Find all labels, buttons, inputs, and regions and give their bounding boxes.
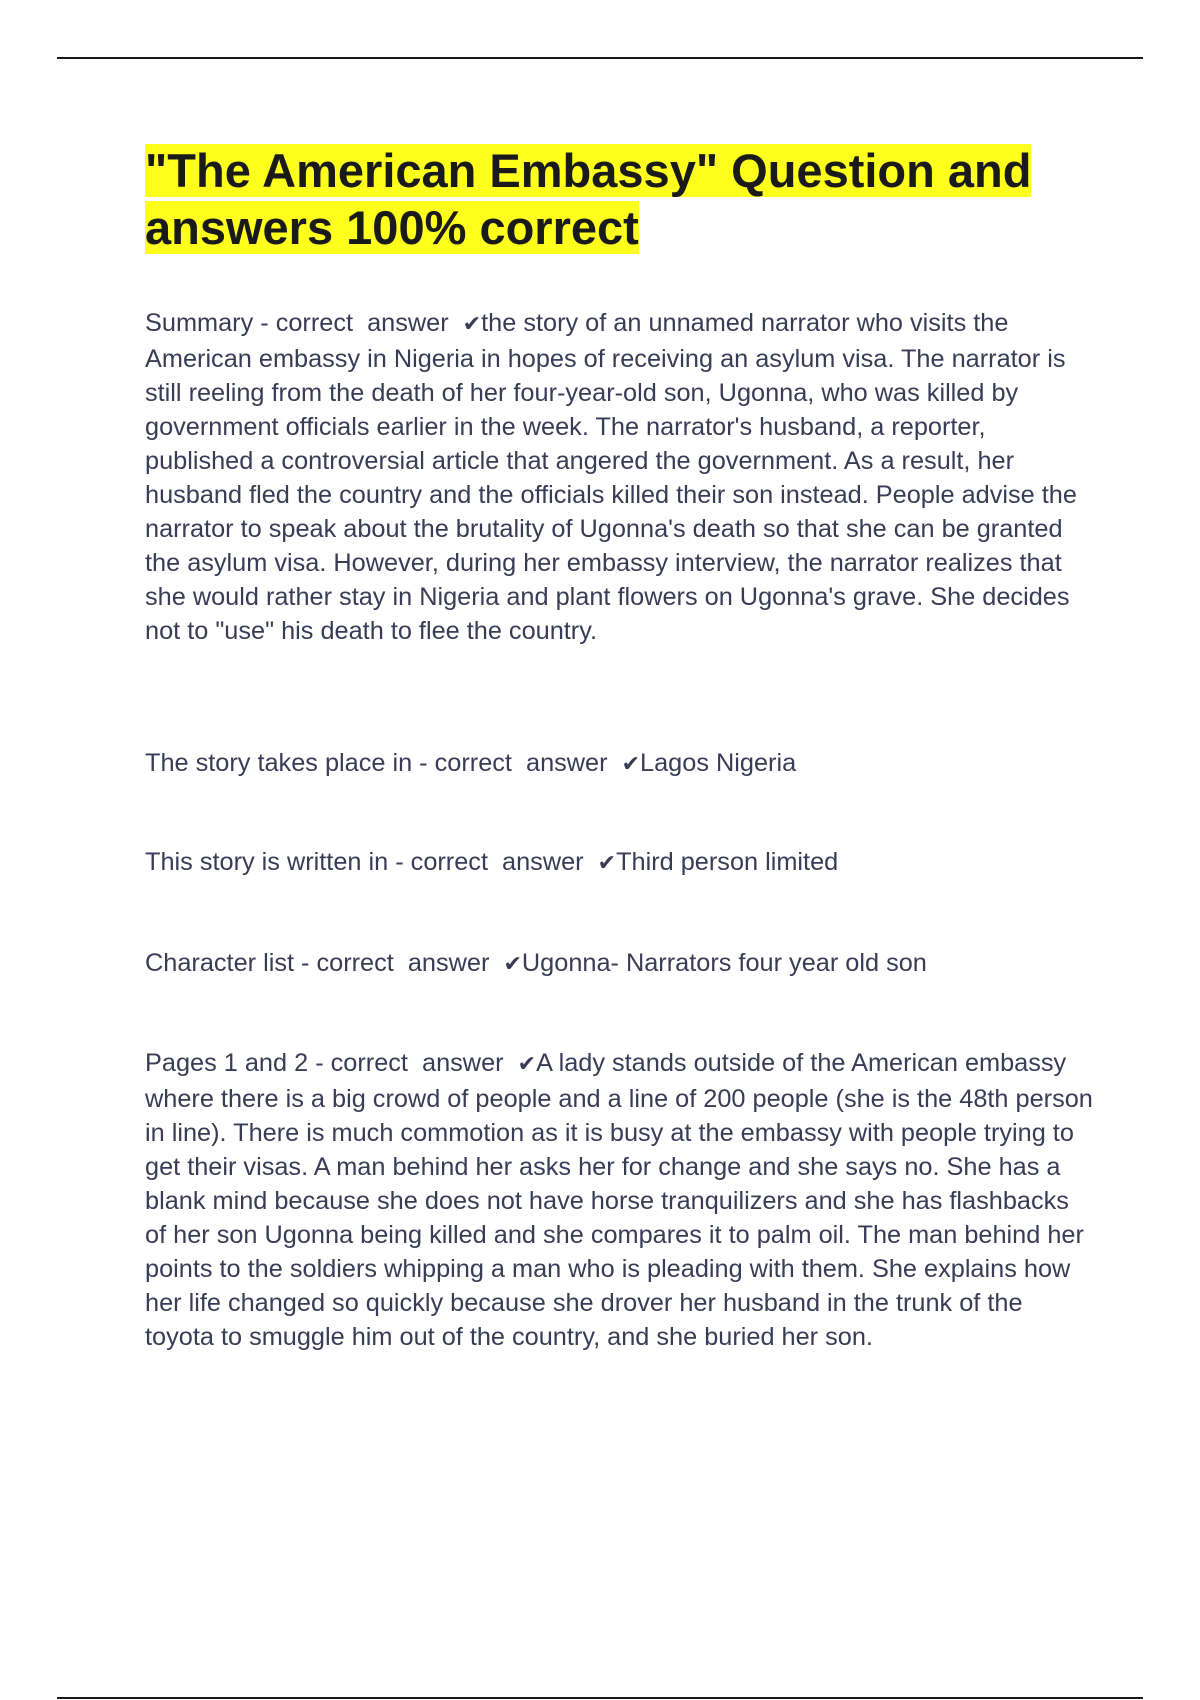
qa-item (145, 845, 1095, 881)
qa-item (145, 946, 1095, 982)
qa-question: This story is written in (145, 848, 389, 876)
qa-item (145, 746, 1095, 782)
document-title (145, 142, 1105, 256)
qa-question: The story takes place in (145, 749, 413, 777)
qa-question: Summary (145, 309, 254, 337)
check-icon: ✔ (503, 952, 522, 977)
qa-separator: - correct answer (412, 749, 622, 777)
check-icon: ✔ (462, 312, 482, 337)
qa-separator: - correct answer (308, 1049, 518, 1077)
qa-question: Pages 1 and 2 (145, 1049, 309, 1077)
qa-answer: Third person limited (616, 848, 839, 876)
qa-separator: - correct answer (388, 848, 598, 876)
bottom-divider (57, 1697, 1143, 1699)
qa-item (145, 1046, 1095, 1354)
top-divider (57, 57, 1143, 59)
qa-item (145, 306, 1095, 648)
check-icon: ✔ (597, 851, 617, 876)
qa-separator: - correct answer (253, 309, 463, 337)
check-icon: ✔ (517, 1052, 537, 1077)
qa-separator: - correct answer (294, 949, 504, 977)
qa-question: Character list (145, 949, 295, 977)
qa-answer: the story of an unnamed narrator who visits the American embassy in Nigeria in hopes of receiving an asylum visa. The narrator is still reeling from the death of her four-year-old son, Ugonna, who was killed by government officials earlier in the week. The narrator's husband, a reporter, published a controversial article that angered the government. As a result, her husband fled the country and the officials killed their son instead. People advise the narrator to speak about the brutality of Ugonna's death so that she can be granted the asylum visa. However, during her embassy interview, the narrator realizes that she would rather stay in Nigeria and plant flowers on Ugonna's grave. She decides not to "use" his death to flee the country. (145, 309, 1077, 645)
title-highlight: "The American Embassy" Question and answers 100% correct (145, 144, 1032, 254)
qa-answer: A lady stands outside of the American embassy where there is a big crowd of people and a line of 200 people (she is the 48th person in line). There is much commotion as it is busy at the embassy with people trying to get their visas. A man behind her asks her for change and she says no. She has a blank mind because she does not have horse tranquilizers and she has flashbacks of her son Ugonna being killed and she compares it to palm oil. The man behind her points to the soldiers whipping a man who is pleading with them. She explains how her life changed so quickly because she drover her husband in the trunk of the toyota to smuggle him out of the country, and she buried her son. (145, 1049, 1093, 1351)
check-icon: ✔ (621, 752, 641, 777)
qa-answer: Ugonna- Narrators four year old son (521, 949, 927, 977)
qa-answer: Lagos Nigeria (640, 749, 797, 777)
